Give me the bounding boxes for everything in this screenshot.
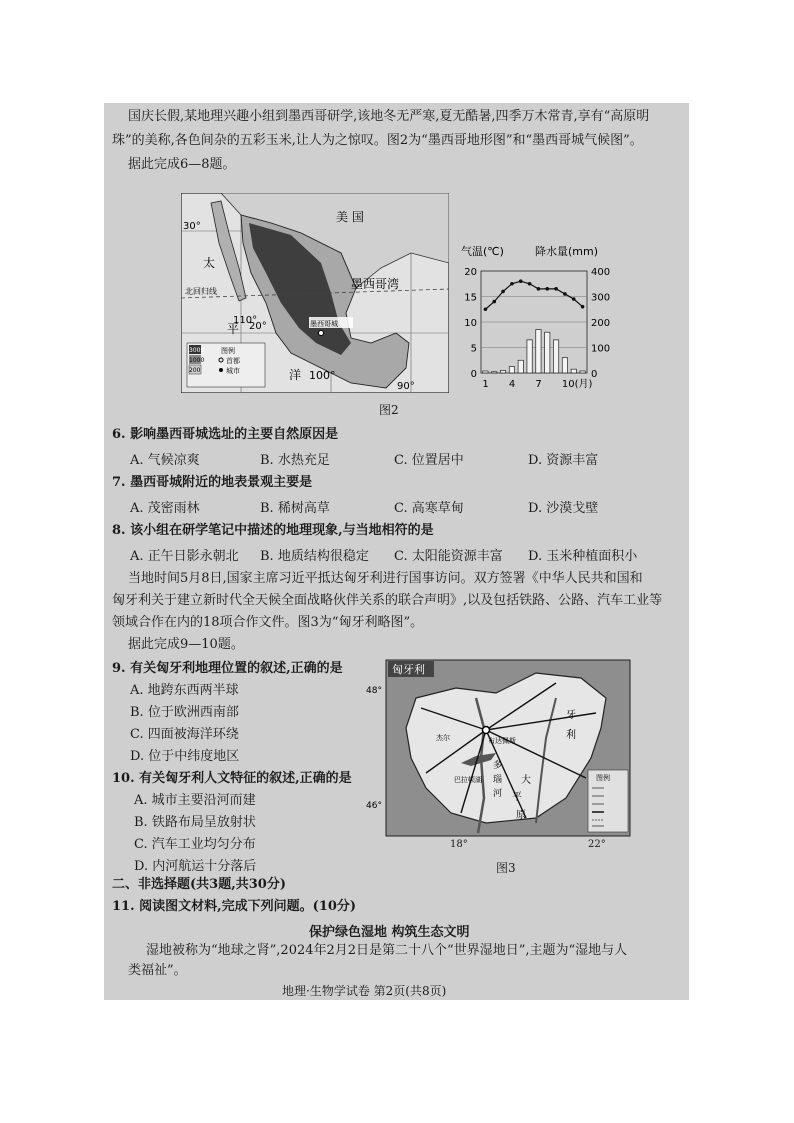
temp-tick-label: 20: [464, 267, 477, 278]
city-label-gyor: 杰尔: [436, 734, 450, 742]
intro1-line1: 国庆长假,某地理兴趣小组到墨西哥研学,该地冬无严寒,夏无酷暑,四季万木常青,享有“高原明: [128, 109, 650, 124]
hungary-map: [366, 658, 632, 838]
month-tick-label: 4: [508, 379, 516, 390]
temp-axis-label: 气温(℃): [461, 245, 504, 258]
q10-option-a[interactable]: A. 城市主要沿河而建: [134, 793, 256, 808]
temp-point: [519, 279, 523, 283]
lat46-label: 46°: [366, 801, 382, 811]
plain-char-2: 平: [512, 792, 522, 803]
q8-option-b[interactable]: B. 地质结构很稳定: [260, 549, 369, 564]
hungary-char-1: 牙: [566, 710, 576, 721]
plain-char-3: 原: [516, 810, 526, 821]
gulf-label: 墨西哥湾: [351, 277, 400, 291]
city-icon: [219, 368, 223, 372]
q9-stem: 9. 有关匈牙利地理位置的叙述,正确的是: [112, 661, 343, 676]
temp-line: [485, 281, 582, 309]
legend-200: 200: [189, 367, 201, 374]
month-tick-label: 7: [535, 379, 542, 390]
lake-label: 巴拉顿湖: [454, 776, 482, 784]
precip-bar: [580, 371, 585, 373]
lat30-label: 30°: [183, 221, 201, 232]
temp-point: [501, 290, 505, 294]
hungary-map-title: 匈牙利: [392, 663, 425, 676]
month-tick-label: 1: [482, 379, 489, 390]
lat20-label: 20°: [249, 321, 267, 332]
q6-option-b[interactable]: B. 水热充足: [260, 453, 330, 468]
fig3-caption: 图3: [496, 861, 516, 875]
temp-point: [537, 287, 541, 291]
temp-point: [528, 282, 532, 286]
article-title: 保护绿色湿地 构筑生态文明: [309, 925, 470, 940]
capital-marker: [483, 727, 490, 734]
q9-option-d[interactable]: D. 位于中纬度地区: [130, 749, 240, 764]
temp-point: [563, 292, 567, 296]
intro1-line2: 珠”的美称,各色间杂的五彩玉米,让人为之惊叹。图2为“墨西哥地形图”和“墨西哥城气候图”。: [112, 133, 643, 148]
lon110-label: 110°: [233, 315, 258, 326]
q8-stem: 8. 该小组在研学笔记中描述的地理现象,与当地相符的是: [112, 523, 434, 538]
danube-char-1: 多: [493, 761, 503, 771]
q9-option-b[interactable]: B. 位于欧洲西南部: [130, 705, 239, 720]
q9-option-a[interactable]: A. 地跨东西两半球: [130, 683, 239, 698]
precip-bar: [553, 340, 558, 373]
precip-tick-label: 0: [591, 369, 598, 380]
temp-tick-label: 0: [470, 369, 477, 380]
q6-option-c[interactable]: C. 位置居中: [394, 453, 464, 468]
precip-bar: [509, 367, 514, 373]
danube-char-2: 瑙: [493, 775, 503, 785]
q6-option-a[interactable]: A. 气候凉爽: [130, 453, 200, 468]
us-label: 美 国: [336, 210, 364, 224]
mexico-map: [181, 193, 449, 393]
precip-bar: [536, 330, 541, 373]
legend-3000: 3000: [189, 347, 205, 354]
q9-option-c[interactable]: C. 四面被海洋环绕: [130, 727, 239, 742]
capital-marker: [319, 331, 324, 336]
precip-tick-label: 300: [591, 292, 611, 304]
q7-option-c[interactable]: C. 高寒草甸: [394, 501, 464, 516]
precip-bar: [500, 370, 505, 373]
q10-stem: 10. 有关匈牙利人文特征的叙述,正确的是: [112, 771, 352, 786]
temp-point: [492, 300, 496, 304]
temp-point: [484, 307, 488, 311]
q10-option-d[interactable]: D. 内河航运十分落后: [134, 859, 257, 874]
page-footer: 地理·生物学试卷 第2页(共8页): [282, 984, 447, 998]
ocean-char-3: 洋: [289, 368, 302, 382]
intro2-line1: 当地时间5月8日,国家主席习近平抵达匈牙利进行国事访问。双方签署《中华人民共和国和: [128, 571, 643, 586]
lon18-label: 18°: [450, 839, 468, 850]
article-line1: 湿地被称为“地球之肾”,2024年2月2日是第二十八个“世界湿地日”,主题为“湿地与人: [146, 943, 628, 958]
capital-label: 布达佩斯: [488, 737, 516, 745]
lon90-label: 90°: [397, 381, 415, 392]
legend-city: 城市: [226, 367, 240, 375]
temp-tick-label: 10: [464, 318, 477, 329]
precip-tick-label: 200: [591, 318, 611, 329]
hungary-char-2: 利: [566, 730, 576, 741]
capital-label: 墨西哥城: [310, 320, 338, 328]
intro2-line2: 匈牙利关于建立新时代全天候全面战略伙伴关系的联合声明》,以及包括铁路、公路、汽车工业等: [112, 593, 663, 608]
temp-point: [510, 282, 514, 286]
precip-bar: [545, 332, 550, 373]
precip-tick-label: 100: [591, 343, 611, 355]
q7-option-a[interactable]: A. 茂密雨林: [130, 501, 200, 516]
lon100-label: 100°: [309, 369, 336, 382]
temp-point: [581, 305, 585, 309]
precip-axis-label: 降水量(mm): [535, 245, 599, 258]
temp-point: [545, 287, 549, 291]
intro2-line4: 据此完成9—10题。: [128, 637, 244, 652]
lon22-label: 22°: [588, 839, 606, 850]
legend-1000: 1000: [189, 357, 205, 364]
exam-page: [104, 103, 689, 1000]
precip-bar: [571, 369, 576, 373]
legend-title: 图例: [221, 347, 235, 355]
precip-bar: [518, 360, 523, 373]
precip-bar: [527, 340, 532, 373]
q7-option-d[interactable]: D. 沙漠戈壁: [528, 501, 599, 516]
q7-option-b[interactable]: B. 稀树高草: [260, 501, 330, 516]
ocean-char-2: 平: [227, 322, 240, 336]
q6-stem: 6. 影响墨西哥城选址的主要自然原因是: [112, 427, 339, 442]
q10-option-c[interactable]: C. 汽车工业均匀分布: [134, 837, 256, 852]
temp-point: [572, 297, 576, 301]
precip-bar: [492, 372, 497, 373]
temp-tick-label: 5: [470, 343, 477, 355]
section2-heading: 二、非选择题(共3题,共30分): [112, 877, 286, 892]
fig2-caption: 图2: [379, 403, 399, 417]
ocean-char-1: 太: [203, 256, 216, 270]
q10-option-b[interactable]: B. 铁路布局呈放射状: [134, 815, 256, 830]
q6-option-d[interactable]: D. 资源丰富: [528, 453, 599, 468]
month-tick-label: 10(月): [561, 379, 593, 390]
danube-char-3: 河: [493, 789, 503, 799]
q8-option-d[interactable]: D. 玉米种植面积小: [528, 549, 638, 564]
lat48-label: 48°: [366, 686, 382, 696]
q8-option-c[interactable]: C. 太阳能资源丰富: [394, 549, 503, 564]
temp-tick-label: 15: [464, 292, 477, 304]
q7-stem: 7. 墨西哥城附近的地表景观主要是: [112, 475, 313, 490]
climate-chart: [459, 243, 619, 393]
hungary-legend-title: 图例: [596, 774, 610, 782]
legend-capital: 首都: [226, 357, 240, 365]
intro1-line3: 据此完成6—8题。: [128, 157, 236, 172]
plain-char-1: 大: [521, 775, 531, 786]
intro2-line3: 领域合作在内的18项合作文件。图3为“匈牙利略图”。: [112, 615, 424, 630]
article-line2: 类福祉”。: [128, 963, 187, 978]
precip-bar: [562, 358, 567, 373]
q8-option-a[interactable]: A. 正午日影永朝北: [130, 549, 239, 564]
precip-bar: [483, 371, 488, 373]
precip-tick-label: 400: [591, 267, 611, 278]
q11-stem: 11. 阅读图文材料,完成下列问题。(10分): [112, 899, 357, 914]
tropic-label: 北回归线: [185, 287, 217, 296]
temp-point: [554, 287, 558, 291]
